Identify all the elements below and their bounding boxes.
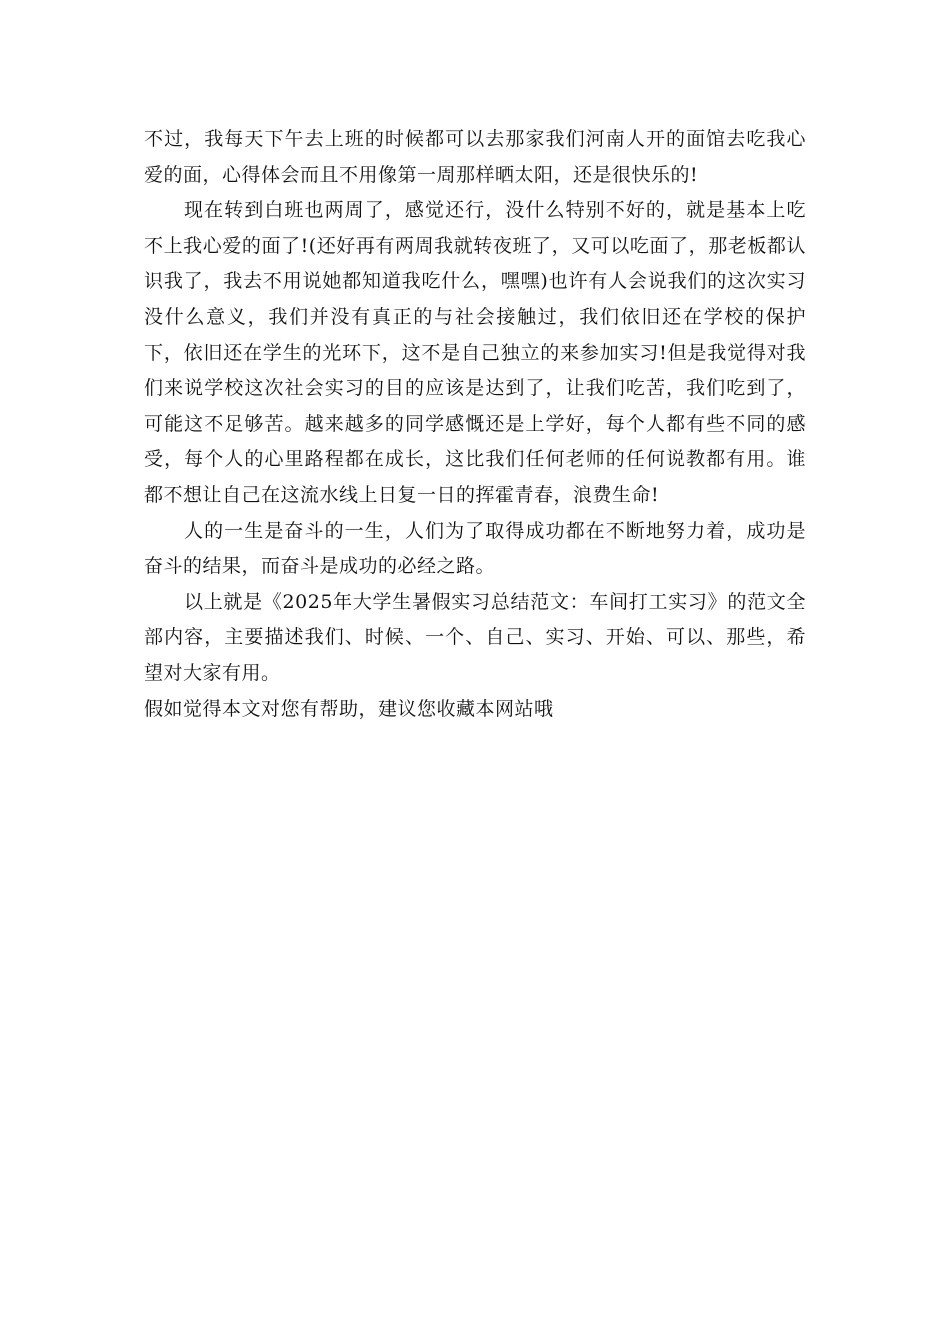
paragraph-4: 以上就是《2025年大学生暑假实习总结范文：车间打工实习》的范文全部内容，主要描述我们、时候、一个、自己、实习、开始、可以、那些，希望对大家有用。	[144, 590, 806, 684]
paragraph-3: 人的一生是奋斗的一生，人们为了取得成功都在不断地努力着，成功是奋斗的结果，而奋斗是成功的必经之路。	[144, 519, 806, 578]
document-body	[144, 122, 806, 727]
paragraph-2: 现在转到白班也两周了，感觉还行，没什么特别不好的，就是基本上吃不上我心爱的面了!(还好再有两周我就转夜班了，又可以吃面了，那老板都认识我了，我去不用说她都知道我吃什么，嘿嘿)也许有人会说我们的这次实习没什么意义，我们并没有真正的与社会接触过，我们依旧还在学校的保护下，依旧还在学生的光环下，这不是自己独立的来参加实习!但是我觉得对我们来说学校这次社会实习的目的应该是达到了，让我们吃苦，我们吃到了，可能这不足够苦。越来越多的同学感慨还是上学好，每个人都有些不同的感受，每个人的心里路程都在成长，这比我们任何老师的任何说教都有用。谁都不想让自己在这流水线上日复一日的挥霍青春，浪费生命!	[144, 199, 806, 506]
bookmark-suggestion: 假如觉得本文对您有帮助，建议您收藏本网站哦	[144, 697, 554, 720]
paragraph-1: 不过，我每天下午去上班的时候都可以去那家我们河南人开的面馆去吃我心爱的面，心得体会而且不用像第一周那样晒太阳，还是很快乐的!	[144, 128, 806, 186]
